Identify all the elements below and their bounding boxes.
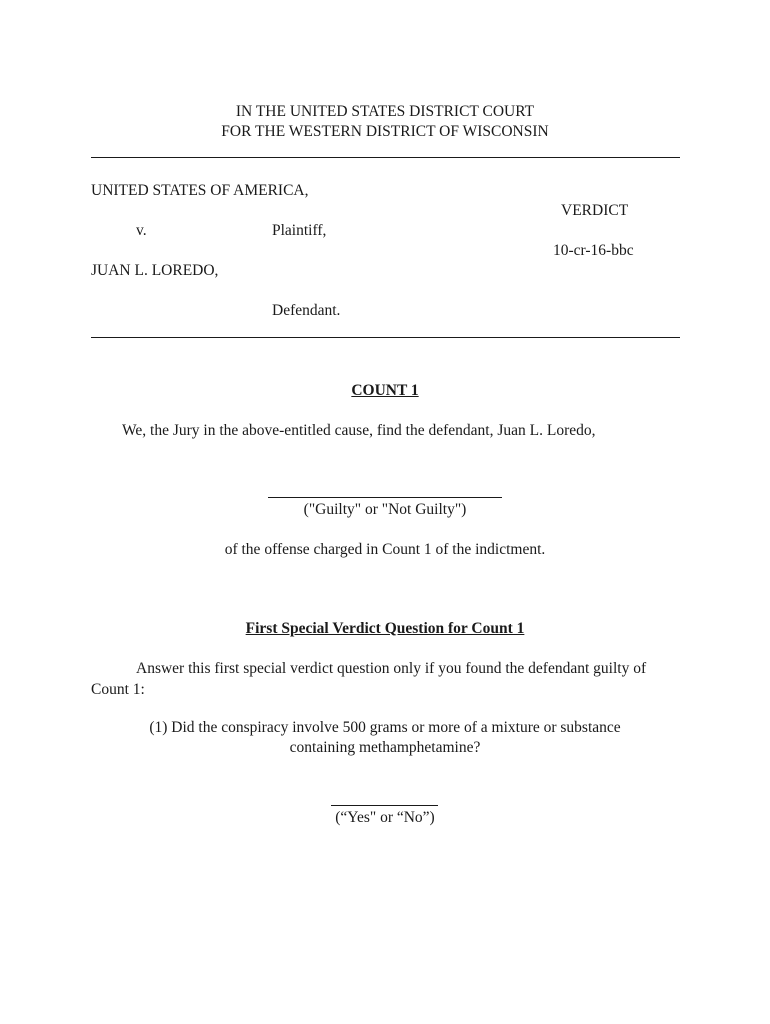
special-verdict-question-line2: containing methamphetamine? bbox=[289, 739, 481, 756]
plaintiff-role: Plaintiff, bbox=[272, 222, 327, 239]
count1-heading: COUNT 1 bbox=[351, 382, 419, 399]
document-type: VERDICT bbox=[561, 202, 629, 219]
court-name-line1: IN THE UNITED STATES DISTRICT COURT bbox=[235, 103, 535, 120]
verdict-blank-line[interactable] bbox=[268, 497, 502, 498]
defendant-role: Defendant. bbox=[272, 302, 341, 319]
plaintiff-name: UNITED STATES OF AMERICA, bbox=[91, 182, 309, 199]
header-rule-top bbox=[91, 157, 680, 158]
case-number: 10-cr-16-bbc bbox=[553, 242, 634, 259]
special-verdict-instruction: Answer this first special verdict question only if you found the defendant guilty of Count 1: bbox=[91, 660, 647, 698]
header-rule-bottom bbox=[91, 337, 680, 338]
special-verdict-question-line1: (1) Did the conspiracy involve 500 grams or more of a mixture or substance bbox=[149, 719, 621, 736]
defendant-name: JUAN L. LOREDO, bbox=[91, 262, 219, 279]
count1-finding-text: We, the Jury in the above-entitled cause, find the defendant, Juan L. Loredo, bbox=[122, 422, 596, 439]
count1-offense-text: of the offense charged in Count 1 of the indictment. bbox=[224, 541, 546, 558]
special-verdict-heading: First Special Verdict Question for Count 1 bbox=[245, 620, 525, 637]
verdict-blank-hint: ("Guilty" or "Not Guilty") bbox=[303, 501, 467, 518]
court-name-line2: FOR THE WESTERN DISTRICT OF WISCONSIN bbox=[221, 123, 549, 140]
versus-label: v. bbox=[136, 222, 147, 239]
answer-blank-hint: (“Yes" or “No”) bbox=[335, 809, 435, 826]
answer-blank-line[interactable] bbox=[331, 805, 438, 806]
